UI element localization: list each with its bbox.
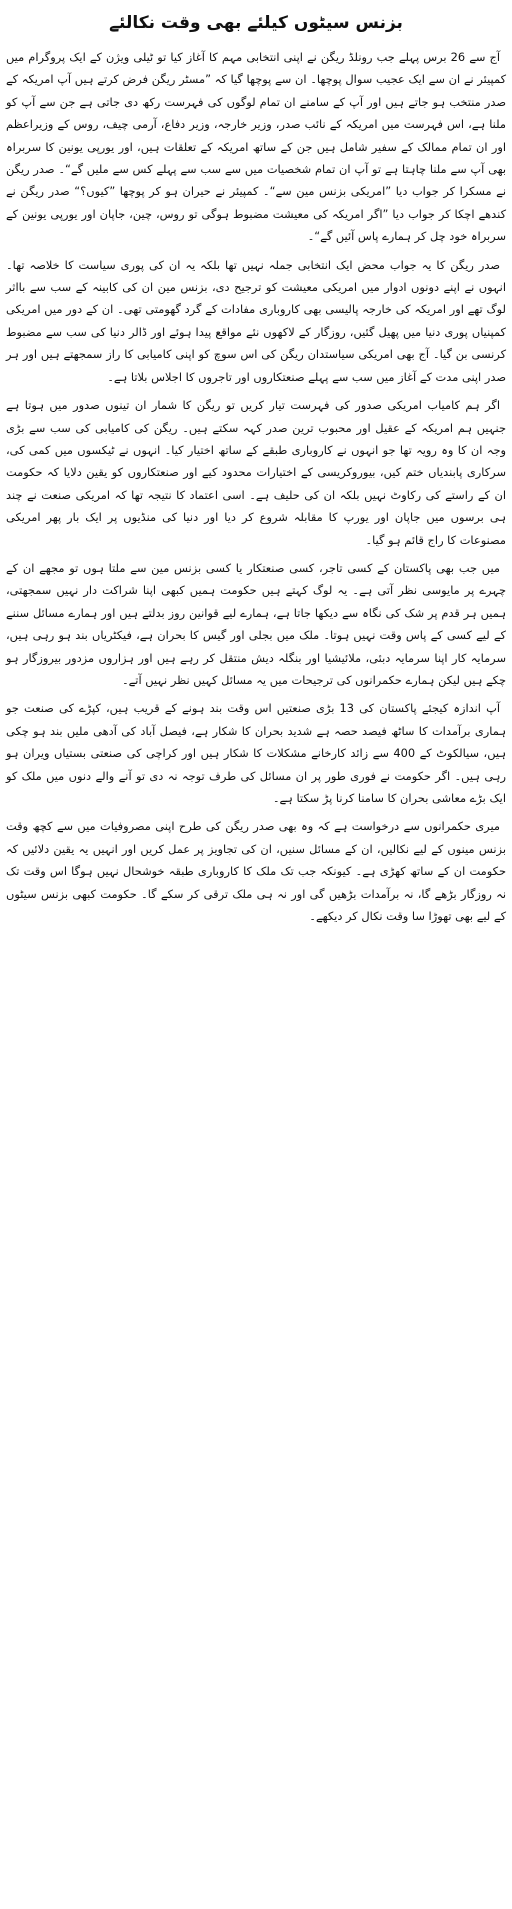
article-page: [6, 0, 506, 1909]
article-paragraph-5: آپ اندازہ کیجئے پاکستان کی 13 بڑی صنعتیں اس وقت بند ہونے کے قریب ہیں، کپڑے کی صنعت جو ہماری برآمدات کا ساٹھ فیصد حصہ ہے شدید بحران کا شکار ہے، فیصل آباد کی آدھی ملیں بند ہو چکی ہیں، سیالکوٹ کے 400 سے زائد کارخانے مشکلات کا شکار ہیں اور کراچی کی صنعتی بستیاں ویران ہو رہی ہیں۔ اگر حکومت نے فوری طور پر ان مسائل کی طرف توجہ نہ دی تو آنے والے دنوں میں ملک کو ایک بڑے معاشی بحران کا سامنا کرنا پڑ سکتا ہے۔: [6, 701, 507, 805]
article-paragraph-6: میری حکمرانوں سے درخواست ہے کہ وہ بھی صدر ریگن کی طرح اپنی مصروفیات میں سے کچھ وقت بزنس مینوں کے لیے نکالیں، ان کے مسائل سنیں، ان کی تجاویز پر عمل کریں اور انہیں یہ یقین دلائیں کہ حکومت ان کے ساتھ کھڑی ہے۔ کیونکہ جب تک ملک کا کاروباری طبقہ خوشحال نہیں ہوگا اس وقت تک نہ روزگار بڑھے گا، نہ برآمدات بڑھیں گی اور نہ ہی ملک ترقی کر سکے گا۔ حکومت کبھی بزنس سیٹوں کے لیے بھی تھوڑا سا وقت نکال کر دیکھے۔: [6, 819, 506, 924]
article-title: بزنس سیٹوں کیلئے بھی وقت نکالئے: [109, 13, 403, 33]
article-paragraph-3: اگر ہم کامیاب امریکی صدور کی فہرست تیار کریں تو ریگن کا شمار ان تینوں صدور میں ہوتا ہے جنہیں ہم امریکہ کے عقیل اور محبوب ترین صدر کہہ سکتے ہیں۔ ریگن کی کامیابی کی سب سے بڑی وجہ ان کا وہ رویہ تھا جو انہوں نے کاروباری طبقے کے ساتھ اختیار کیا۔ انہوں نے ٹیکسوں میں کمی کی، سرکاری پابندیاں ختم کیں، بیوروکریسی کے اختیارات محدود کیے اور صنعتکاروں کو یقین دلایا کہ حکومت ان کے راستے کی رکاوٹ نہیں بلکہ ان کی حلیف ہے۔ اسی اعتماد کا نتیجہ تھا کہ امریکی صنعت نے چند ہی برسوں میں جاپان اور یورپ کا مقابلہ شروع کر دیا اور دنیا کی منڈیوں پر ایک بار پھر امریکی مصنوعات کا راج قائم ہو گیا۔: [6, 398, 506, 547]
article-paragraph-4: میں جب بھی پاکستان کے کسی تاجر، کسی صنعتکار یا کسی بزنس مین سے ملتا ہوں تو مجھے ان کے چہرے پر مایوسی نظر آتی ہے۔ یہ لوگ کہتے ہیں حکومت ہمیں کبھی اپنا شراکت دار نہیں سمجھتی، ہمیں ہر قدم پر شک کی نگاہ سے دیکھا جاتا ہے، ہمارے لیے قوانین روز بدلتے ہیں اور ہمارے مسائل سننے کے لیے کسی کے پاس وقت نہیں ہوتا۔ ملک میں بجلی اور گیس کا بحران ہے، فیکٹریاں بند ہو رہی ہیں، سرمایہ کار اپنا سرمایہ دبئی، ملائیشیا اور بنگلہ دیش منتقل کر رہے ہیں اور ہزاروں مزدور بیروزگار ہو چکے ہیں لیکن ہمارے حکمرانوں کی ترجیحات میں یہ مسائل کہیں نظر نہیں آتے۔: [6, 560, 506, 687]
article-paragraph-1: آج سے 26 برس پہلے جب رونلڈ ریگن نے اپنی انتخابی مہم کا آغاز کیا تو ٹیلی ویژن کے ایک پروگرام میں کمپیئر نے ان سے ایک عجیب سوال پوچھا۔ ان سے پوچھا گیا کہ ”مسٹر ریگن فرض کرتے ہیں آپ امریکہ کے صدر منتخب ہو جاتے ہیں اور آپ کے سامنے ان تمام لوگوں کی فہرست رکھ دی جاتی ہے جن سے آپ کو ملنا ہے، اس فہرست میں امریکہ کے نائب صدر، وزیر خارجہ، وزیر دفاع، آرمی چیف، روس کے وزیراعظم اور ان تمام ممالک کے سفیر شامل ہیں جن کے ساتھ امریکہ کے تعلقات ہیں، اور یورپی یونین کا سربراہ بھی آپ سے ملنا چاہتا ہے تو آپ ان تمام شخصیات میں سے سب سے پہلے کس سے ملیں گے“۔ صدر ریگن نے مسکرا کر جواب دیا ”امریکی بزنس مین سے“۔ کمپیئر نے حیران ہو کر پوچھا ”کیوں؟“ صدر ریگن نے کندھے اچکا کر جواب دیا ”اگر امریکہ کی معیشت مضبوط ہوگی تو روس، چین، جاپان اور یورپی یونین کے سربراہ خود چل کر ہمارے پاس آئیں گے“۔: [6, 50, 506, 244]
article-paragraph-2: صدر ریگن کا یہ جواب محض ایک انتخابی جملہ نہیں تھا بلکہ یہ ان کی پوری سیاست کا خلاصہ تھا۔ انہوں نے اپنے دونوں ادوار میں امریکی معیشت کو ترجیح دی، بزنس مین ان کی کابینہ کے سب سے بااثر لوگ تھے اور امریکہ کی خارجہ پالیسی بھی کاروباری مفادات کے گرد گھومتی تھی۔ ان کے دور میں امریکی کمپنیاں پوری دنیا میں پھیل گئیں، روزگار کے لاکھوں نئے مواقع پیدا ہوئے اور ڈالر دنیا کی سب سے مضبوط کرنسی بن گیا۔ آج بھی امریکی سیاستدان ریگن کی اس سوچ کو اپنی کامیابی کا راز سمجھتے ہیں اور ہر صدر اپنی مدت کے آغاز میں سب سے پہلے صنعتکاروں اور تاجروں کا اجلاس بلاتا ہے۔: [6, 257, 506, 384]
